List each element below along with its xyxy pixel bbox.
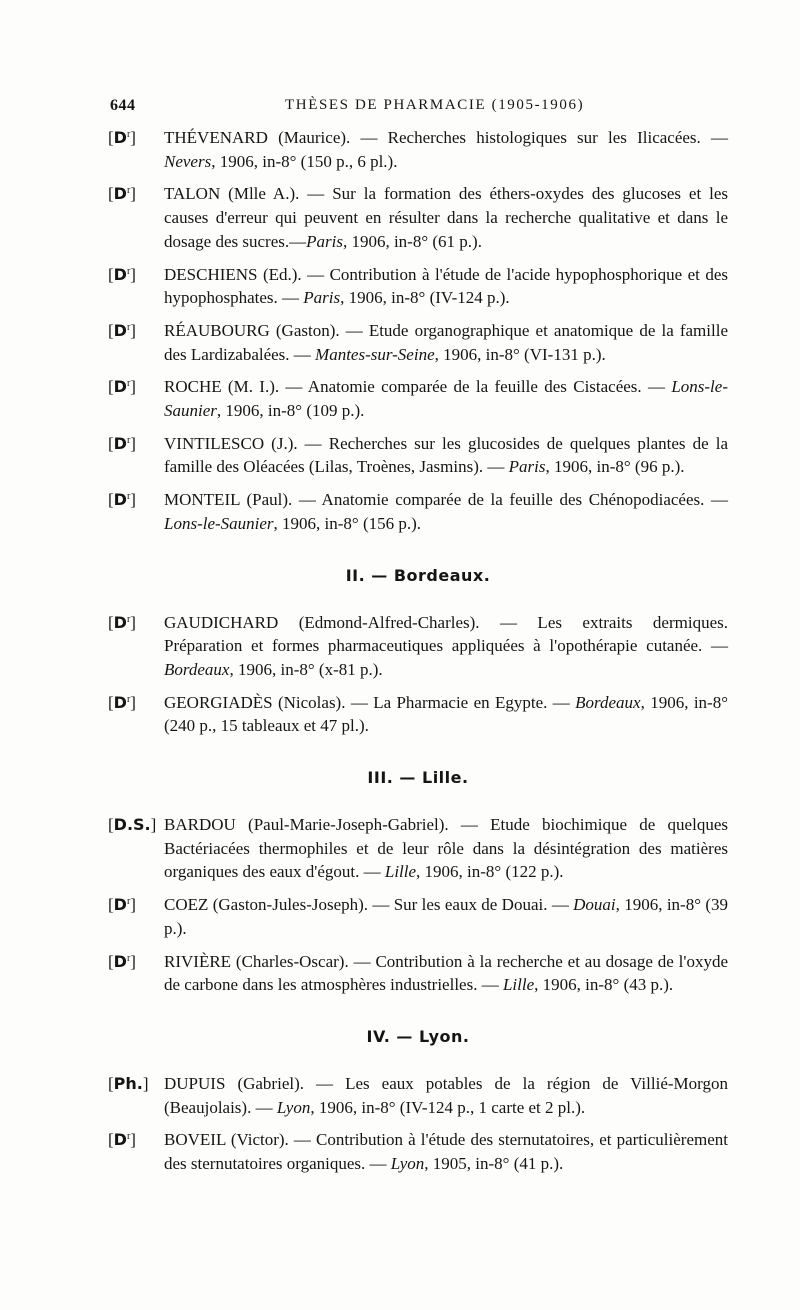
entry-text bbox=[164, 950, 728, 997]
thesis-entry bbox=[108, 488, 728, 535]
publication-place: Lons-le-Saunier bbox=[164, 513, 274, 533]
publication-place: Lyon bbox=[276, 1097, 311, 1117]
degree-superscript: r bbox=[126, 613, 131, 625]
degree-abbrev: D bbox=[113, 612, 127, 632]
publication-details: , 1906, in-8° (39 p.). bbox=[164, 895, 729, 938]
entry-description: RÉAUBOURG (Gaston). — Etude organographique et anatomique de la famille des Lardizabalées. — bbox=[164, 320, 728, 364]
publication-place: Mantes-sur-Seine bbox=[315, 344, 435, 364]
degree-abbrev: D bbox=[113, 320, 127, 340]
entry-text bbox=[164, 813, 728, 884]
degree-abbrev: D bbox=[113, 1130, 127, 1150]
publication-place: Lille bbox=[384, 862, 417, 882]
degree-label: $[D^r]$ bbox=[108, 377, 136, 397]
publication-place: Lons-le-Saunier bbox=[164, 377, 728, 421]
degree-label: $[D^r]$ bbox=[108, 320, 136, 340]
degree-abbrev: D bbox=[113, 128, 127, 147]
degree-label: [D.S.] bbox=[108, 815, 157, 835]
publication-place: Douai bbox=[573, 895, 616, 915]
publication-details: , 1906, in-8° (IV-124 p., 1 carte et 2 pl.). bbox=[310, 1097, 586, 1117]
publication-place: Bordeaux bbox=[575, 692, 641, 712]
publication-details: , 1906, in-8° (VI-131 p.). bbox=[434, 344, 606, 364]
thesis-entry bbox=[108, 126, 728, 173]
entry-description: VINTILESCO (J.). — Recherches sur les glucosides de quelques plantes de la famille des Oléacées (Lilas, Troènes, Jasmins). — bbox=[164, 433, 728, 477]
publication-place: Lyon bbox=[390, 1154, 425, 1174]
entry-text bbox=[164, 375, 728, 422]
publication-details: , 1906, in-8° (x-81 p.). bbox=[229, 659, 383, 679]
entry-description: MONTEIL (Paul). — Anatomie comparée de la feuille des Chénopodiacées. — bbox=[164, 490, 728, 510]
degree-abbrev: D.S. bbox=[113, 815, 151, 835]
section-heading: II. — Bordeaux. bbox=[345, 565, 491, 585]
entry-description: THÉVENARD (Maurice). — Recherches histologiques sur les Ilicacées. — bbox=[164, 128, 728, 147]
thesis-entry bbox=[108, 182, 728, 253]
thesis-entry bbox=[108, 319, 728, 366]
degree-abbrev: D bbox=[113, 490, 127, 510]
entry-description: GEORGIADÈS (Nicolas). — La Pharmacie en Egypte. — bbox=[164, 692, 576, 712]
degree-label: $[D^r]$ bbox=[108, 612, 136, 632]
degree-superscript: r bbox=[126, 129, 131, 140]
degree-abbrev: D bbox=[113, 377, 127, 397]
publication-details: , 1906, in-8° (109 p.). bbox=[216, 401, 365, 421]
degree-superscript: r bbox=[126, 693, 131, 705]
entry-description: BARDOU (Paul-Marie-Joseph-Gabriel). — Etude biochimique de quelques Bactériacées thermophiles et de leur rôle dans la désintégration des matières organiques des eaux d'égout. — bbox=[164, 815, 728, 882]
publication-details: , 1906, in-8° (156 p.). bbox=[273, 513, 422, 533]
degree-label: [Ph.] bbox=[108, 1073, 149, 1093]
entry-text bbox=[164, 126, 728, 173]
degree-label: $[D^r]$ bbox=[108, 692, 136, 712]
degree-label: $[D^r]$ bbox=[108, 433, 136, 453]
publication-details: , 1906, in-8° (122 p.). bbox=[416, 862, 564, 882]
running-head bbox=[110, 97, 704, 121]
publication-details: , 1906, in-8° (43 p.). bbox=[534, 975, 674, 995]
degree-superscript: r bbox=[126, 434, 131, 446]
degree-abbrev: D bbox=[113, 184, 127, 204]
degree-label: $[D^r]$ bbox=[108, 128, 136, 147]
publication-place: Paris bbox=[303, 288, 341, 308]
thesis-entry bbox=[108, 691, 728, 738]
entry-description: DUPUIS (Gabriel). — Les eaux potables de la région de Villié-Morgon (Beaujolais). — bbox=[164, 1073, 728, 1117]
entry-text bbox=[164, 1072, 728, 1119]
degree-label: $[D^r]$ bbox=[108, 1130, 136, 1150]
page-number: 644 bbox=[110, 97, 136, 114]
degree-label: $[D^r]$ bbox=[108, 490, 136, 510]
publication-place: Nevers bbox=[164, 151, 212, 171]
degree-abbrev: Ph. bbox=[113, 1073, 143, 1093]
entry-description: ROCHE (M. I.). — Anatomie comparée de la feuille des Cistacées. — bbox=[164, 377, 672, 397]
entry-description: DESCHIENS (Ed.). — Contribution à l'étude de l'acide hypophosphorique et des hypophosphates. — bbox=[164, 264, 728, 308]
publication-details: , 1906, in-8° (240 p., 15 tableaux et 47 pl.). bbox=[164, 692, 728, 736]
degree-abbrev: D bbox=[113, 951, 127, 971]
thesis-entry bbox=[108, 893, 728, 940]
publication-place: Paris bbox=[508, 457, 546, 477]
degree-superscript: r bbox=[126, 321, 131, 333]
entry-text bbox=[164, 182, 728, 253]
degree-abbrev: D bbox=[113, 433, 127, 453]
degree-superscript: r bbox=[126, 491, 131, 503]
degree-superscript: r bbox=[126, 185, 131, 197]
thesis-entry bbox=[108, 950, 728, 997]
thesis-list bbox=[108, 126, 728, 1185]
degree-abbrev: D bbox=[113, 692, 127, 712]
thesis-entry bbox=[108, 813, 728, 884]
entry-text bbox=[164, 488, 728, 535]
publication-details: , 1906, in-8° (IV-124 p.). bbox=[340, 288, 510, 308]
publication-details: , 1906, in-8° (150 p., 6 pl.). bbox=[211, 151, 398, 171]
entry-text bbox=[164, 432, 728, 479]
entry-text bbox=[164, 611, 728, 682]
thesis-entry bbox=[108, 375, 728, 422]
entry-text bbox=[164, 1128, 728, 1175]
entry-text bbox=[164, 691, 728, 738]
publication-place: Lille bbox=[502, 975, 535, 995]
entry-text bbox=[164, 893, 728, 940]
thesis-entry bbox=[108, 611, 728, 682]
thesis-entry bbox=[108, 263, 728, 310]
entry-description: COEZ (Gaston-Jules-Joseph). — Sur les eaux de Douai. — bbox=[164, 895, 574, 915]
degree-superscript: r bbox=[126, 1131, 131, 1143]
publication-details: , 1906, in-8° (96 p.). bbox=[545, 457, 685, 477]
publication-details: , 1905, in-8° (41 p.). bbox=[424, 1154, 564, 1174]
entry-description: RIVIÈRE (Charles-Oscar). — Contribution à la recherche et au dosage de l'oxyde de carbone dans les atmosphères industrielles. — bbox=[164, 951, 728, 995]
entry-description: GAUDICHARD (Edmond-Alfred-Charles). — Les extraits dermiques. Préparation et formes pharmaceutiques appliquées à l'opothérapie cutanée. — bbox=[164, 612, 728, 656]
degree-superscript: r bbox=[126, 952, 131, 964]
entry-text bbox=[164, 263, 728, 310]
degree-label: $[D^r]$ bbox=[108, 895, 136, 915]
publication-details: , 1906, in-8° (61 p.). bbox=[342, 231, 482, 251]
thesis-entry bbox=[108, 1072, 728, 1119]
publication-place: Paris bbox=[306, 231, 343, 251]
degree-label: $[D^r]$ bbox=[108, 264, 136, 284]
degree-abbrev: D bbox=[113, 264, 127, 284]
degree-superscript: r bbox=[126, 896, 131, 908]
entry-description: TALON (Mlle A.). — Sur la formation des éthers-oxydes des glucoses et les causes d'erreur qui peuvent en résulter dans la recherche qualitative et dans le dosage des sucres.— bbox=[164, 184, 728, 251]
entry-text bbox=[164, 319, 728, 366]
degree-label: $[D^r]$ bbox=[108, 184, 136, 204]
thesis-entry bbox=[108, 432, 728, 479]
section-heading: III. — Lille. bbox=[367, 768, 469, 788]
section-heading: IV. — Lyon. bbox=[366, 1026, 470, 1046]
running-title: THÈSES DE PHARMACIE (1905-1906) bbox=[285, 97, 585, 113]
thesis-entry bbox=[108, 1128, 728, 1175]
entry-description: BOVEIL (Victor). — Contribution à l'étude des sternutatoires, et particulièrement des sternutatoires organiques. — bbox=[164, 1130, 728, 1174]
degree-superscript: r bbox=[126, 378, 131, 390]
degree-superscript: r bbox=[126, 265, 131, 277]
degree-abbrev: D bbox=[113, 895, 127, 915]
publication-place: Bordeaux bbox=[164, 659, 230, 679]
degree-label: $[D^r]$ bbox=[108, 951, 136, 971]
